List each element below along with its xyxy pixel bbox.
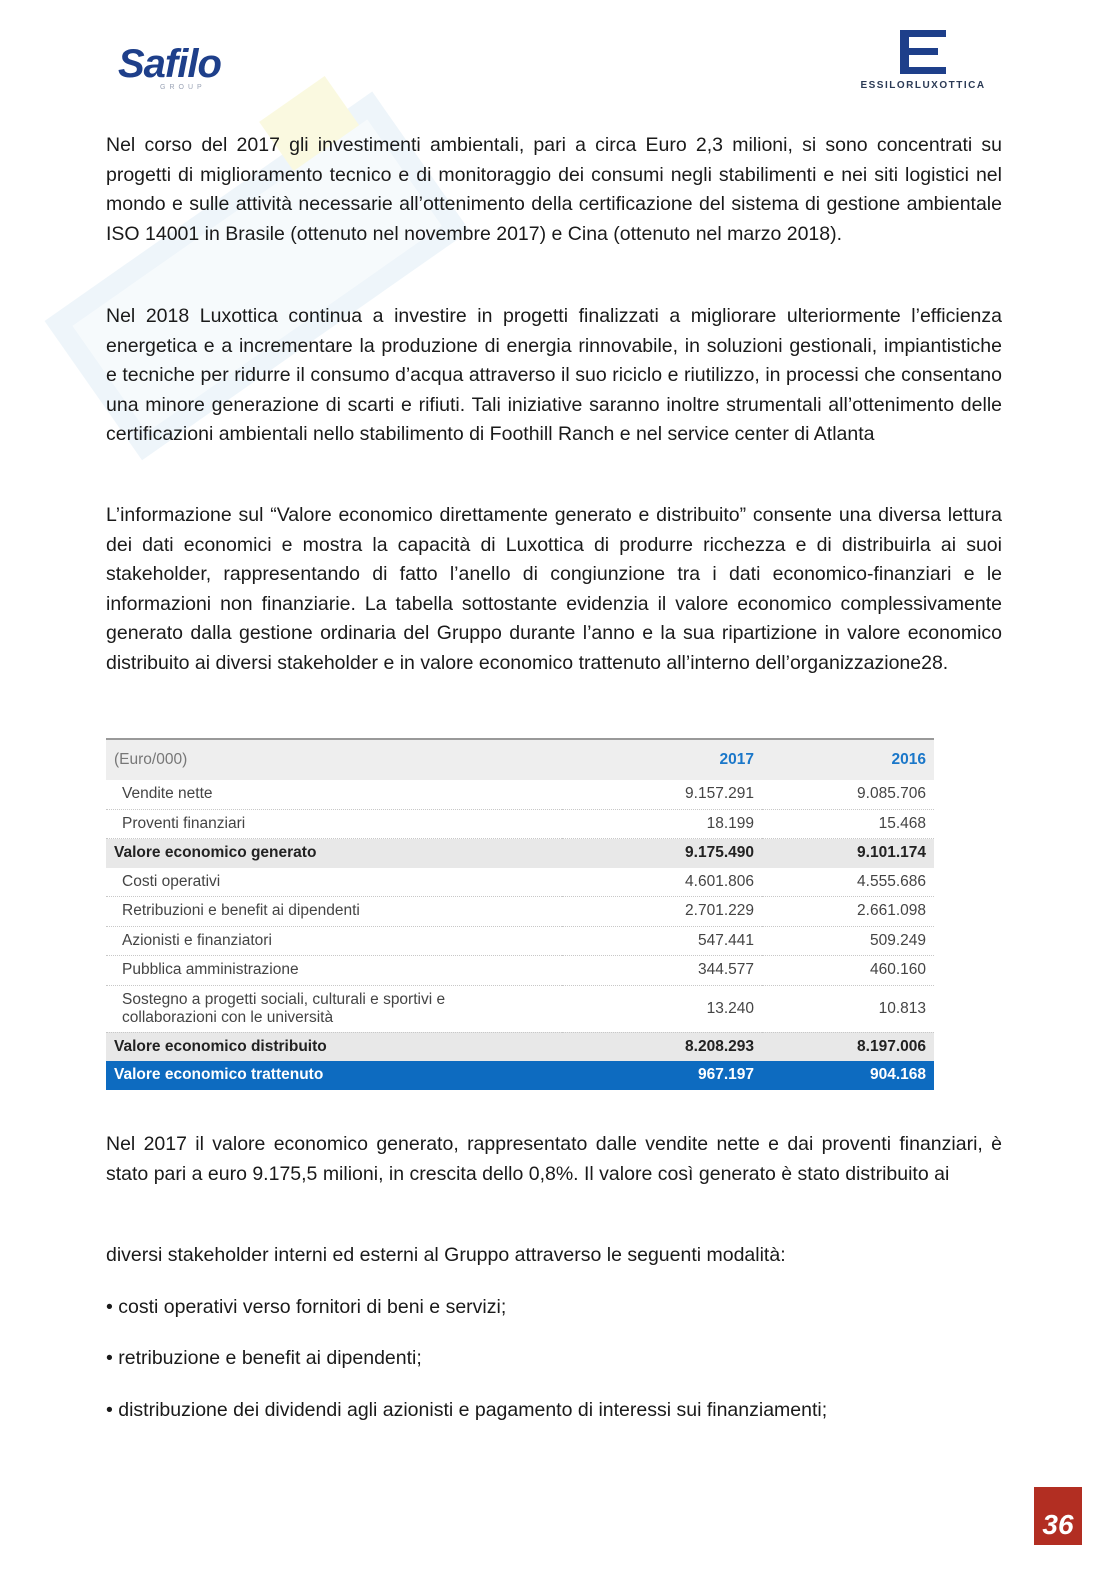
row-value-2016: 9.085.706 (762, 780, 934, 809)
column-header-2016: 2016 (762, 739, 934, 780)
table-total-row (106, 839, 934, 868)
bullet-operating-costs: • costi operativi verso fornitori di beni e servizi; (106, 1296, 507, 1318)
table-row (106, 985, 934, 1032)
paragraph-value-generated-2017: Nel 2017 il valore economico generato, rappresentato dalle vendite nette e dai proventi finanziari, è stato pari a euro 9.175,5 milioni, in crescita dello 0,8%. Il valore così generato è stato distribuito ai (106, 1133, 1002, 1185)
row-value-2016: 460.160 (762, 956, 934, 986)
paragraph-luxottica-2018: Nel 2018 Luxottica continua a investire in progetti finalizzati a migliorare ulteriormente l’efficienza energetica e a incrementare la produzione di energia rinnovabile, in soluzioni gestionali, impiantistiche e tecniche per ridurre il consumo d’acqua attraverso il suo riciclo e riutilizzo, in processi che consentano una minore generazione di scarti e rifiuti. Tali iniziative saranno inoltre strumentali all’ottenimento delle certificazioni ambientali nello stabilimento di Foothill Ranch e nel service center di Atlanta (106, 305, 1002, 446)
row-label: Retribuzioni e benefit ai dipendenti (106, 897, 562, 927)
row-value-2017: 967.197 (562, 1061, 762, 1090)
row-label-line1: Sostegno a progetti sociali, culturali e sportivi e (122, 990, 446, 1008)
table-row (106, 897, 934, 927)
row-label (106, 985, 562, 1032)
row-value-2016: 509.249 (762, 926, 934, 956)
essilorluxottica-mark-icon (900, 30, 946, 74)
table-header-row (106, 739, 934, 780)
row-value-2017: 8.208.293 (562, 1032, 762, 1061)
row-value-2017: 9.175.490 (562, 839, 762, 868)
row-value-2017: 9.157.291 (562, 780, 762, 809)
row-value-2017: 13.240 (562, 985, 762, 1032)
safilo-logo (118, 40, 263, 95)
table-row (106, 926, 934, 956)
row-value-2016: 10.813 (762, 985, 934, 1032)
row-value-2017: 344.577 (562, 956, 762, 986)
bullet-employee-benefits: • retribuzione e benefit ai dipendenti; (106, 1347, 422, 1369)
row-value-2016: 4.555.686 (762, 868, 934, 897)
table-row (106, 868, 934, 897)
row-value-2016: 9.101.174 (762, 839, 934, 868)
row-label: Vendite nette (106, 780, 562, 809)
row-label: Azionisti e finanziatori (106, 926, 562, 956)
table-unit-label: (Euro/000) (106, 739, 562, 780)
row-label-line2: collaborazioni con le università (122, 1008, 334, 1026)
row-label: Pubblica amministrazione (106, 956, 562, 986)
table-row (106, 956, 934, 986)
paragraph-environment-2017: Nel corso del 2017 gli investimenti ambientali, pari a circa Euro 2,3 milioni, si sono concentrati su progetti di miglioramento tecnico e di monitoraggio dei consumi negli stabilimenti e nei siti logistici nel mondo e sulle attività necessarie all’ottenimento della certificazione del sistema di gestione ambientale ISO 14001 in Brasile (ottenuto nel novembre 2017) e Cina (ottenuto nel marzo 2018). (106, 134, 1002, 245)
paragraph-economic-value: L’informazione sul “Valore economico direttamente generato e distribuito” consente una diversa lettura dei dati economici e mostra la capacità di Luxottica di produrre ricchezza e di distribuirla ai suoi stakeholder, rappresentando di fatto l’anello di congiunzione tra i dati economico-finanziari e le informazioni non finanziarie. La tabella sottostante evidenzia il valore economico complessivamente generato dalla gestione ordinaria del Gruppo durante l’anno e la sua ripartizione in valore economico distribuito ai diversi stakeholder e in valore economico trattenuto all’interno dell’organizzazione28. (106, 504, 1002, 674)
row-label: Valore economico trattenuto (106, 1061, 562, 1090)
row-value-2016: 904.168 (762, 1061, 934, 1090)
row-label: Costi operativi (106, 868, 562, 897)
essilorluxottica-logo (848, 30, 998, 100)
row-label: Valore economico generato (106, 839, 562, 868)
row-value-2016: 2.661.098 (762, 897, 934, 927)
safilo-wordmark: Safilo (118, 42, 221, 86)
row-value-2016: 8.197.006 (762, 1032, 934, 1061)
row-value-2017: 4.601.806 (562, 868, 762, 897)
row-label: Proventi finanziari (106, 809, 562, 839)
essilorluxottica-wordmark: ESSILORLUXOTTICA (860, 80, 986, 91)
paragraph-stakeholders: diversi stakeholder interni ed esterni al Gruppo attraverso le seguenti modalità: (106, 1244, 786, 1266)
row-value-2016: 15.468 (762, 809, 934, 839)
table-highlight-row (106, 1061, 934, 1090)
row-value-2017: 2.701.229 (562, 897, 762, 927)
row-value-2017: 547.441 (562, 926, 762, 956)
row-value-2017: 18.199 (562, 809, 762, 839)
table-total-row (106, 1032, 934, 1061)
page-number: 36 (1034, 1487, 1082, 1545)
economic-value-table (106, 738, 934, 1090)
bullet-dividends-interest: • distribuzione dei dividendi agli azionisti e pagamento di interessi sui finanziamenti; (106, 1399, 828, 1421)
column-header-2017: 2017 (562, 739, 762, 780)
safilo-group-label: GROUP (160, 84, 206, 91)
table-row (106, 809, 934, 839)
table-row (106, 780, 934, 809)
row-label: Valore economico distribuito (106, 1032, 562, 1061)
